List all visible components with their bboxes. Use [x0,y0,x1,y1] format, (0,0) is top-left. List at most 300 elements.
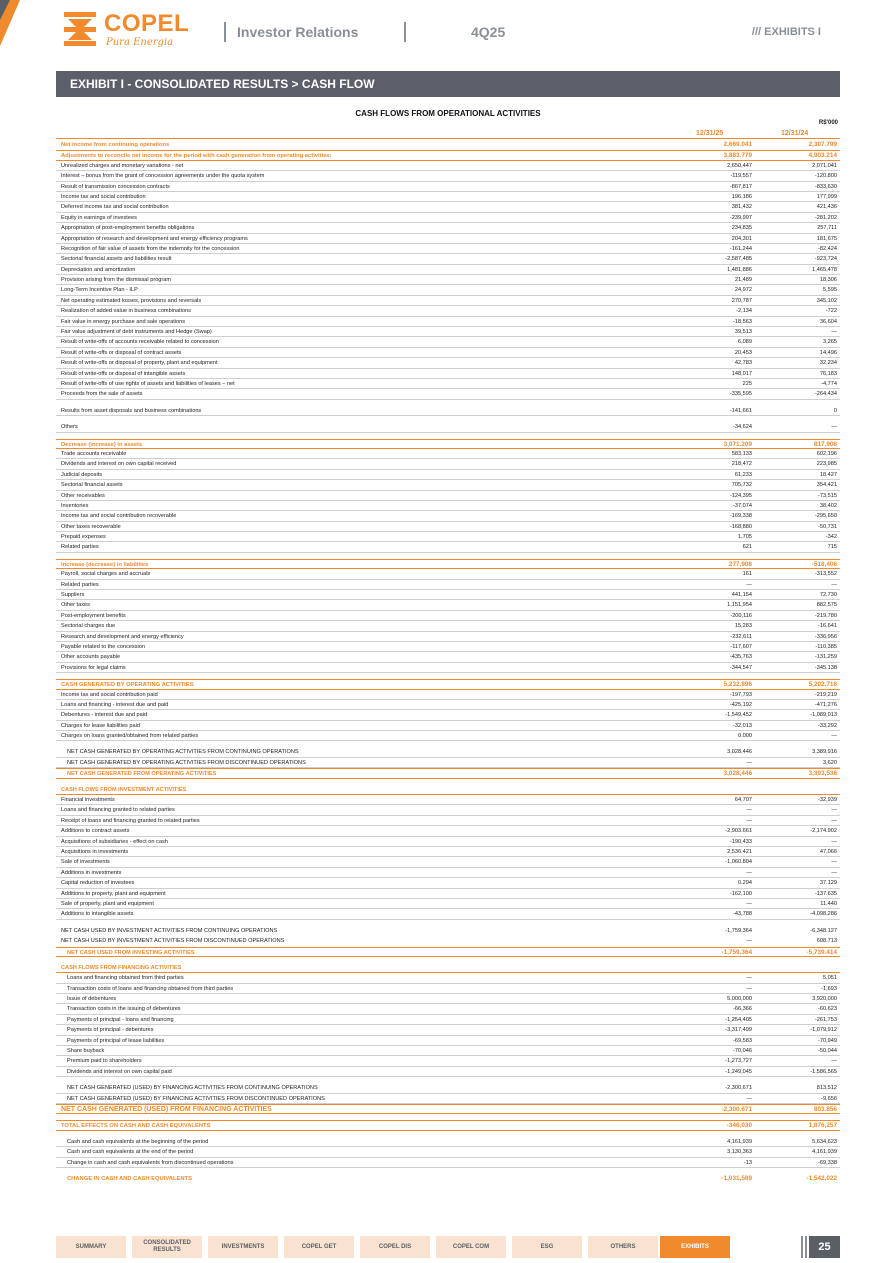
value-2025: 218,472 [731,461,752,468]
brand-tagline: Pura Energia [106,37,174,48]
row-label: NET CASH GENERATED (USED) FROM FINANCING ACTIVITIES [61,1105,272,1113]
row-label: Sale of property, plant and equipment [61,900,154,907]
value-2025: -346,030 [726,1122,752,1130]
value-2025: -335,595 [729,391,752,398]
value-2024: 803.856 [813,1105,837,1113]
row-label: Proceeds from the sale of assets [61,391,143,398]
row-label: Result of write-offs or disposal of property, plant and equipment [61,360,218,367]
value-2024: -2,174.902 [810,828,837,835]
table-row [56,306,840,316]
row-label: Payments of principal - debentures [67,1027,154,1034]
table-row [56,994,840,1004]
value-2025: 2,650,447 [727,162,752,169]
value-2024: -6,348.127 [810,927,837,934]
value-2025: -1,254,405 [725,1016,752,1023]
table-row [56,1025,840,1035]
table-row [56,679,840,689]
table-row [56,805,840,815]
value-2025: -425,192 [729,701,752,708]
brand-name: COPEL [104,10,190,37]
value-2024: — [831,329,837,336]
value-2024: 14,496 [819,349,837,356]
table-row [56,422,840,432]
row-label: CASH FLOWS FROM INVESTMENT ACTIVITIES [61,786,187,793]
table-row [56,275,840,285]
row-label: Recognition of fair value of assets from the indemnity for the concession [61,245,240,252]
row-label: CASH FLOWS FROM FINANCING ACTIVITIES [61,964,182,971]
value-2024: -137.635 [814,890,837,897]
table-row [56,522,840,532]
table-row [56,768,840,778]
row-label: Net operating estimated losses, provisions and reversals [61,297,202,304]
row-label: Debentures - interest due and paid [61,712,148,719]
table-row [56,358,840,368]
table-row [56,936,840,946]
table-row [56,700,840,710]
value-2025: 0.000 [738,733,752,740]
table-row [56,171,840,181]
value-2025: -232,611 [730,633,752,640]
value-2025: -168,880 [729,523,752,530]
value-2024: -471,276 [814,701,837,708]
value-2025: — [746,817,752,824]
row-label: NET CASH GENERATED FROM OPERATING ACTIVITIES [67,771,217,778]
row-label: Income tax and social contribution paid [61,691,158,698]
value-2025: 2,536.421 [727,849,752,855]
value-2024: -219,219 [814,691,837,698]
value-2025: 3,130,363 [727,1149,752,1156]
value-2024: 37.129 [819,880,837,887]
value-2024: 177,999 [816,193,837,200]
row-label: Other taxes recoverable [61,523,121,530]
row-label: Acquisitions of subsidiaries - effect on cash [61,838,168,845]
value-2025: -344,547 [729,664,752,671]
row-label: NET CASH USED BY INVESTMENT ACTIVITIES FROM CONTINUING OPERATIONS [61,927,278,934]
value-2024: — [831,581,837,588]
value-2024: 5,202.716 [808,681,837,689]
value-2024: 2,071,041 [812,162,837,169]
value-2024: 3,920,000 [812,996,837,1003]
value-2024: -60,623 [818,1006,837,1013]
row-label: Result of write-offs of accounts receivable related to concession [61,339,219,346]
table-row [56,721,840,731]
table-row [56,559,840,569]
value-2025: -1,549,452 [725,712,752,719]
footer-nav [56,1236,840,1258]
row-label: Acquisitions in investments [61,849,129,855]
table-row [56,569,840,579]
value-2024: 32,234 [819,360,837,367]
value-2025: — [746,1095,752,1102]
value-2025: 277,908 [728,560,752,568]
value-2025: -1,759.364 [721,948,752,956]
value-2024: 47,066 [819,849,837,855]
row-label: Charges for lease liabilities paid [61,722,140,729]
value-2024: 421,436 [816,204,837,211]
value-2024: -345,138 [814,664,837,671]
table-row [56,731,840,741]
table-row [56,889,840,899]
table-row [56,379,840,389]
table-row [56,857,840,867]
value-2024: -33,292 [818,722,837,729]
value-2024: -4,098,286 [810,911,837,918]
table-row [56,795,840,805]
table-row [56,663,840,673]
table-row [56,1067,840,1077]
table-row [56,480,840,490]
value-2024: -1,586,565 [810,1068,837,1075]
table-row [56,652,840,662]
value-2025: -1,060.804 [725,859,752,866]
row-label: Others [61,424,78,431]
value-2025: -435,763 [729,654,752,661]
value-2024: 1,465,478 [812,266,837,273]
row-label: Share buyback [67,1048,105,1055]
table-row [56,826,840,836]
value-2024: 5,634,623 [812,1138,837,1145]
table-row [56,600,840,610]
row-label: TOTAL EFFECTS ON CASH AND CASH EQUIVALENTS [61,1123,211,1130]
table-row [56,182,840,192]
value-2024: — [831,424,837,431]
row-label: Appropriation of research and development and energy efficiency programs [61,235,248,242]
value-2024: -833,630 [814,183,837,190]
row-label: NET CASH GENERATED (USED) BY FINANCING ACTIVITIES FROM CONTINUING OPERATIONS [67,1085,318,1092]
value-2025: -162,100 [729,890,752,897]
value-2025: 61,233 [734,471,752,478]
table-row [56,1120,840,1130]
value-2025: — [746,869,752,876]
row-label: Other taxes [61,602,90,609]
table-row [56,642,840,652]
table-row [56,758,840,768]
table-row [56,369,840,379]
table-row [56,963,840,973]
value-2025: 705,732 [731,482,752,489]
table-row [56,254,840,264]
row-label: Provisions for legal claims [61,664,126,671]
table-row [56,449,840,459]
table-row [56,621,840,631]
table-row [56,590,840,600]
column-header-2025: 12/31/25 [696,130,724,137]
value-2025: -1,031,589 [721,1174,752,1182]
value-2024: -4,774 [821,380,837,387]
value-2025: 1,705 [738,534,752,541]
value-2024: 181,675 [816,235,837,242]
value-2025: 3,028,446 [727,749,752,756]
value-2024: -5,739.414 [806,948,837,956]
value-2024: 11.440 [820,900,837,907]
table-row [56,406,840,416]
value-2024: 36,604 [819,318,837,325]
row-label: Change in cash and cash equivalents from discontinued operations [67,1159,234,1166]
row-label: Increase (decrease) in liabilities [61,561,149,568]
row-label: Payments of principal of lease liabilities [67,1037,165,1044]
value-2024: -82,424 [818,245,837,252]
table-row [56,213,840,223]
value-2024: -110,385 [815,643,837,650]
row-label: Related parties [61,544,99,551]
value-2024: 5,051 [823,975,837,982]
value-2025: 0.294 [738,880,752,887]
tab-copel-get[interactable]: COPEL GET [284,1236,354,1258]
value-2025: -70,046 [733,1048,752,1055]
row-label: Unrealized charges and monetary variations - net [61,162,184,169]
row-label: Fair value adjustment of debt instruments and Hedge (Swap) [61,329,212,336]
row-label: CHANGE IN CASH AND CASH EQUIVALENTS [67,1175,192,1182]
table-row [56,501,840,511]
value-2025: 583,133 [731,450,752,457]
value-2024: 4,903.214 [808,152,837,160]
value-2025: -43,788 [733,911,752,918]
table-row [56,1036,840,1046]
table-row [56,511,840,521]
tab-esg[interactable]: ESG [512,1236,582,1258]
table-row [56,532,840,542]
value-2024: — [831,859,837,866]
value-2024: 817.908 [813,440,837,448]
value-2024: -264,434 [814,391,837,398]
row-label: Research and development and energy efficiency [61,633,184,640]
row-label: Transaction costs in the issuing of debentures [67,1006,181,1013]
table-row [56,192,840,202]
table-row [56,868,840,878]
page-number: 25 [809,1236,840,1258]
row-label: Deferred income tax and social contribution [61,204,169,211]
tab-summary[interactable]: SUMMARY [56,1236,126,1258]
value-2024: -219,780 [814,612,837,619]
value-2025: -69,583 [733,1037,752,1044]
table-row [56,1083,840,1093]
row-label: Provision arising from the dismissal program [61,277,172,284]
value-2025: 5,232.896 [723,681,752,689]
table-row [56,611,840,621]
row-label: Inventories [61,502,89,509]
value-2024: -69,338 [818,1159,837,1166]
value-2025: -18,563 [733,318,752,325]
row-label: NET CASH GENERATED BY OPERATING ACTIVITIES FROM CONTINUING OPERATIONS [67,749,299,756]
value-2025: 2,669.041 [723,141,752,148]
tab-exhibits[interactable]: EXHIBITS [660,1236,730,1258]
table-row [56,984,840,994]
tab-others[interactable]: OTHERS [588,1236,658,1258]
table-row [56,909,840,919]
value-2024: 813,512 [816,1085,837,1092]
row-label: Result of write-offs or disposal of intangible assets [61,370,186,377]
value-2025: 196,186 [731,193,752,200]
row-label: CASH GENERATED BY OPERATING ACTIVITIES [61,682,194,689]
row-label: Financial investments [61,797,115,804]
value-2025: 3,028,446 [723,770,752,778]
row-label: Issue of debentures [67,996,117,1003]
row-label: Dividends and interest on own capital received [61,461,177,468]
table-row [56,317,840,327]
header-period: 4Q25 [471,24,506,40]
value-2024: — [831,838,837,845]
value-2025: 6,089 [738,339,752,346]
value-2024: -261,753 [814,1016,837,1023]
table-row [56,1046,840,1056]
value-2024: -16,641 [818,623,837,630]
header-rule [56,138,840,139]
table-row [56,337,840,347]
value-2025: — [746,759,752,766]
value-2025: -1,249,045 [725,1068,752,1075]
value-2025: -13 [743,1159,752,1166]
value-2025: 1,151,954 [727,602,752,609]
table-row [56,947,840,957]
table-row [56,973,840,983]
table-row [56,816,840,826]
value-2025: -169,338 [729,513,752,520]
value-2025: 24,972 [734,287,752,294]
row-label: Sectorial financial assets and liabilities result [61,256,172,263]
value-2024: -336,956 [814,633,837,640]
value-2025: -1,273,727 [725,1058,752,1065]
row-label: Other receivables [61,492,105,499]
row-label: Result of write-offs of use rights of assets and liabilities of leases – net [61,380,235,387]
row-label: Capital reduction of investees [61,880,135,887]
value-2024: -1,079,912 [810,1027,837,1034]
value-2025: — [746,900,752,907]
value-2025: -3,317,499 [725,1027,752,1034]
row-label: Related parties [61,581,99,588]
value-2025: — [746,938,752,945]
row-label: Prepaid expenses [61,534,106,541]
header-divider [404,22,406,42]
value-2025: 3,071.209 [723,440,752,448]
table-row [56,847,840,857]
value-2025: 148,017 [731,370,752,377]
value-2024: 76,183 [819,370,837,377]
value-2025: 21,489 [734,277,752,284]
header-section: Investor Relations [237,24,359,40]
table-row [56,285,840,295]
value-2025: -2,300.671 [721,1105,752,1113]
value-2024: 608.713 [816,938,837,945]
table-row [56,1094,840,1104]
value-2025: -119,557 [730,173,752,180]
value-2024: 602,196 [816,450,837,457]
value-2025: -2,134 [736,308,752,315]
table-row [56,878,840,888]
table-row [56,459,840,469]
tab-copel-dis[interactable]: COPEL DIS [360,1236,430,1258]
value-2024: -1,542,022 [806,1174,837,1182]
value-2024: -342 [825,534,837,541]
value-2024: 5,595 [823,287,837,294]
table-row [56,1104,840,1114]
table-row [56,348,840,358]
table-row [56,223,840,233]
value-2024: 0 [833,407,837,414]
value-2024: — [831,1058,837,1065]
row-label: NET CASH USED BY INVESTMENT ACTIVITIES FROM DISCONTINUED OPERATIONS [61,938,285,945]
value-2025: 1,481,886 [727,266,752,273]
tab-consolidated-results[interactable]: CONSOLIDATED RESULTS [132,1236,202,1258]
table-row [56,244,840,254]
row-label: Suppliers [61,592,85,599]
row-label: Income tax and social contribution recoverable [61,513,177,520]
value-2024: -281,202 [814,214,837,221]
table-row [56,327,840,337]
cash-flow-table [56,140,840,1184]
value-2024: — [831,807,837,814]
value-2024: -518,406 [811,560,837,568]
value-2025: -239,997 [729,214,752,221]
value-2024: 18,306 [819,277,837,284]
row-label: Cash and cash equivalents at the beginning of the period [67,1138,209,1145]
value-2024: -50,044 [818,1048,837,1055]
tab-copel-com[interactable]: COPEL COM [436,1236,506,1258]
value-2024: -50,731 [818,523,837,530]
row-label: Additions to contract assets [61,828,130,835]
table-row [56,785,840,795]
value-2025: -141,661 [729,407,752,414]
value-2024: 223,985 [816,461,837,468]
value-2025: -34,624 [733,424,752,431]
table-row [56,1174,840,1184]
row-label: Loans and financing obtained from third parties [67,975,184,982]
table-row [56,899,840,909]
value-2025: — [746,985,752,992]
value-2025: -2,587,485 [725,256,752,263]
row-label: Additions to intangible assets [61,911,134,918]
value-2024: -70,949 [818,1037,837,1044]
value-2024: -131,259 [814,654,837,661]
row-label: Income tax and social contribution [61,193,146,200]
table-row [56,491,840,501]
table-row [56,1137,840,1147]
copel-logo [62,8,192,56]
row-label: Long-Term Incentive Plan - ILP [61,287,138,294]
value-2024: -313,552 [814,571,837,578]
value-2025: 270,787 [731,297,752,304]
value-2025: 161 [742,571,752,578]
value-2025: -2,903.661 [725,828,752,835]
row-label: Net income from continuing operations [61,142,170,148]
value-2024: -120,800 [814,173,837,180]
value-2025: -124,395 [729,492,752,499]
value-2025: 20,453 [734,349,752,356]
row-label: Dividends and interest on own capital paid [67,1068,172,1075]
value-2024: 354,421 [816,482,837,489]
value-2025: -2,300,671 [725,1085,752,1092]
row-label: Fair value in energy purchase and sale operations [61,318,186,325]
value-2025: 5,000,000 [727,996,752,1003]
table-row [56,542,840,552]
row-label: Charges on loans granted/obtained from related parties [61,733,199,740]
value-2025: 621 [742,544,752,551]
row-label: Decrease (increase) in assets [61,441,143,448]
exhibit-title: EXHIBIT I - CONSOLIDATED RESULTS > CASH FLOW [56,71,840,97]
value-2025: -117,607 [730,643,752,650]
tab-investments[interactable]: INVESTMENTS [208,1236,278,1258]
row-label: Payments of principal - loans and financing [67,1016,174,1023]
table-row [56,202,840,212]
page-marker [801,1236,807,1258]
row-label: Loans and financing - interest due and paid [61,701,169,708]
row-label: Equity in earnings of investees [61,214,137,221]
row-label: NET CASH USED FROM INVESTING ACTIVITIES [67,949,195,956]
table-row [56,747,840,757]
row-label: NET CASH GENERATED (USED) BY FINANCING ACTIVITIES FROM DISCONTINUED OPERATIONS [67,1095,325,1102]
value-2025: 441,154 [731,592,752,599]
table-row [56,470,840,480]
table-row [56,1015,840,1025]
